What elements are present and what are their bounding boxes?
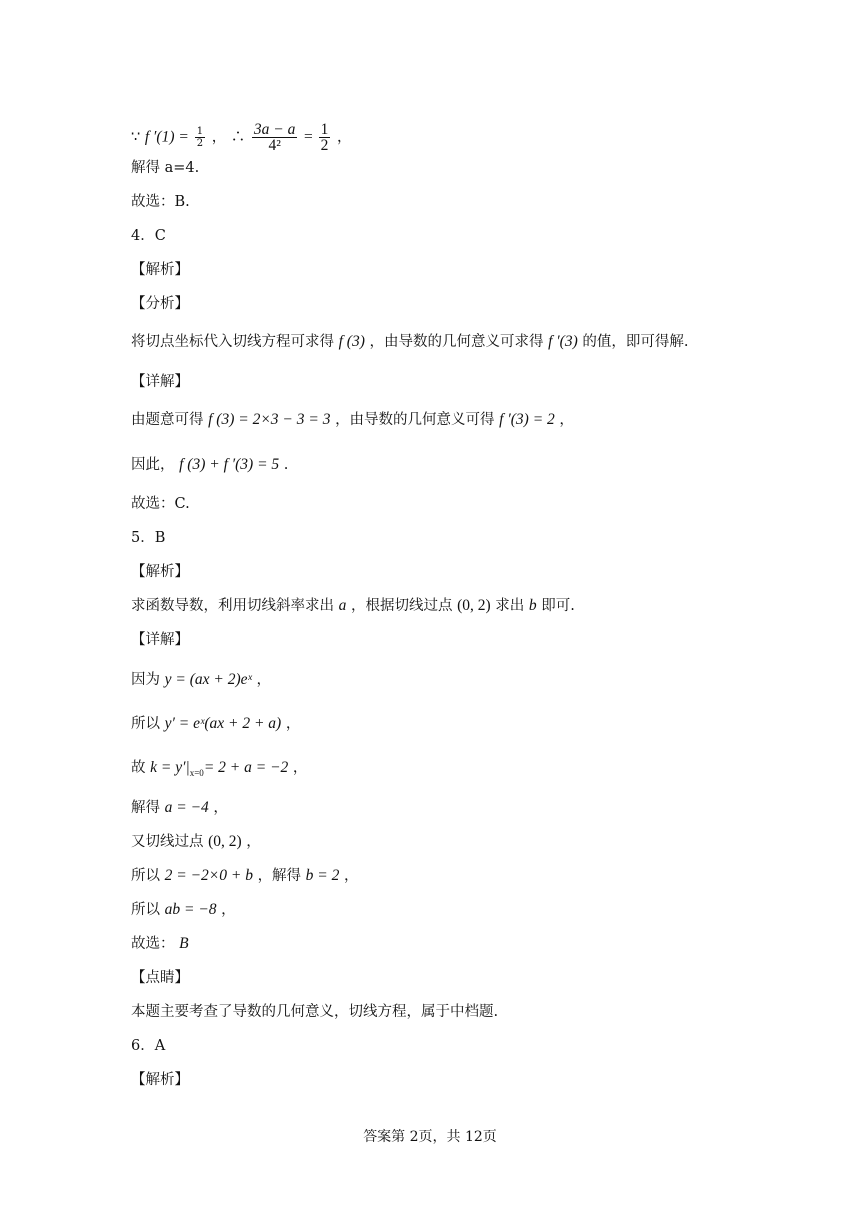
q5-step-3-eq: [150, 759, 289, 779]
q5-step-3-eq1: k = y′|: [150, 759, 190, 776]
q5-analysis-c: 求出: [495, 598, 529, 614]
q5-step-2-b: ，: [285, 716, 301, 732]
q5-a-var: [339, 597, 347, 614]
q5-step-7: [131, 900, 236, 920]
q5-step-4-a: 解得: [131, 800, 165, 816]
detail-eq2: [499, 411, 555, 428]
therefore-text: 因此，: [131, 457, 180, 473]
detail-text-b: ，由导数的几何意义可得: [335, 412, 500, 428]
q5-analysis-d: 即可.: [541, 598, 575, 614]
q5-step-1-b: ，: [256, 672, 271, 688]
because-symbol: ∵: [131, 129, 145, 146]
ratio-numerator: [252, 122, 297, 138]
choose-b-line: 故选：B.: [131, 194, 190, 210]
analysis-text-c: 的值，即可得解.: [582, 334, 689, 350]
q4-therefore-line: [131, 455, 288, 475]
q5-step-6: [131, 866, 359, 886]
question-6-answer: 6．A: [131, 1038, 166, 1054]
question-5-answer: 5．B: [131, 530, 166, 546]
summary-line: 本题主要考查了导数的几何意义，切线方程，属于中档题.: [131, 1004, 499, 1020]
ratio-denominator: 4²: [268, 137, 281, 154]
q5-choose-text: 故选：: [131, 936, 175, 952]
detail-eq1: [208, 411, 330, 428]
detail-eq1-text: f (3) = 2×3 − 3 = 3: [208, 411, 331, 428]
q5-step-7-b: ，: [221, 902, 236, 918]
result-fraction: [319, 122, 331, 153]
q5-step-7-a: 所以: [131, 902, 165, 918]
q5-step-4-b: ，: [213, 800, 228, 816]
q5-step-5-eq: (0, 2): [208, 833, 242, 850]
derivative-expression: [145, 129, 193, 146]
q5-step-7-eq: [165, 901, 217, 918]
q5-jiexi-heading: 【解析】: [131, 564, 189, 580]
q5-analysis-b: ，根据切线过点: [350, 598, 458, 614]
q5-step-3-eq2: = 2 + a = −2: [203, 759, 289, 776]
q5-step-4-eq-text: a = −4: [164, 799, 209, 816]
q5-step-3-b: ，: [292, 760, 308, 776]
ratio-numerator-text: 3a − a: [253, 121, 296, 138]
q5-step-1-eq-text: y = (ax + 2)eˣ: [164, 671, 252, 688]
q5-step-2: [131, 714, 300, 734]
detail-eq2-text: f ′(3) = 2: [499, 411, 555, 428]
q5-step-4-eq: [165, 799, 209, 816]
half-numerator: 1: [196, 126, 204, 137]
q5-step-5: [131, 832, 261, 852]
therefore-end: .: [283, 457, 289, 473]
q5-choose-line: [131, 934, 189, 954]
q5-step-3-sub: x=0: [189, 768, 204, 779]
f3-text: f (3): [338, 333, 365, 350]
q5-step-6-eq2: [306, 867, 340, 884]
q5-a-var-text: a: [338, 597, 347, 614]
q5-step-6-eq2-text: b = 2: [305, 867, 340, 884]
result-denominator: 2: [320, 137, 329, 154]
derivative-condition-line: [131, 122, 351, 153]
fp3-text: f ′(3): [548, 333, 578, 350]
ratio-fraction: [252, 122, 297, 153]
q5-b-var: [529, 597, 537, 614]
analysis-text-a: 将切点坐标代入切线方程可求得: [131, 334, 339, 350]
q5-step-6-c: ，: [344, 868, 359, 884]
therefore-eq-text: f (3) + f ′(3) = 5: [179, 456, 280, 473]
question-4-answer: 4．C: [131, 228, 166, 244]
therefore-eq: [179, 456, 279, 473]
solve-a-line: 解得 a=4.: [131, 160, 200, 176]
q5-xiangjie-heading: 【详解】: [131, 632, 189, 648]
detail-text-c: ，: [559, 412, 574, 428]
detail-text-a: 由题意可得: [131, 412, 209, 428]
q6-jiexi-heading: 【解析】: [131, 1072, 189, 1088]
q5-step-2-eq-text: y′ = eˣ(ax + 2 + a): [164, 715, 282, 732]
therefore-symbol: ， ∴: [211, 129, 250, 146]
q5-step-1-eq: [165, 671, 252, 688]
q5-step-2-eq: [165, 715, 282, 732]
q5-step-5-a: 又切线过点: [131, 834, 209, 850]
q5-step-1-a: 因为: [131, 672, 165, 688]
fp3-expression: [548, 333, 578, 350]
q5-analysis-line: [131, 596, 575, 616]
half-denominator: 2: [196, 138, 204, 149]
f3-expression: [339, 333, 365, 350]
equals-sign: =: [303, 128, 317, 146]
q5-step-6-a: 所以: [131, 868, 165, 884]
q4-analysis-line: [131, 332, 688, 352]
q5-step-2-a: 所以: [131, 716, 165, 732]
half-fraction: [195, 126, 205, 149]
q5-step-4: [131, 798, 228, 818]
q5-analysis-a: 求函数导数，利用切线斜率求出: [131, 598, 339, 614]
q5-choose-answer: [179, 935, 188, 952]
comma: ，: [336, 129, 352, 146]
q5-step-1: [131, 670, 271, 690]
q4-jiexi-heading: 【解析】: [131, 262, 189, 278]
q5-step-6-eq: [165, 867, 253, 884]
q5-step-6-b: ，解得: [257, 868, 306, 884]
q5-point: (0, 2): [457, 597, 491, 614]
result-numerator: 1: [320, 121, 329, 138]
q5-step-3: [131, 758, 307, 783]
choose-c-line: 故选：C.: [131, 496, 190, 512]
q5-step-3-a: 故: [131, 760, 151, 776]
q4-xiangjie-heading: 【详解】: [131, 374, 189, 390]
analysis-text-b: ，由导数的几何意义可求得: [369, 334, 549, 350]
page-footer: 答案第 2页，共 12页: [363, 1129, 497, 1145]
q5-choose-answer-text: B: [179, 935, 189, 952]
derivative-text: f ′(1) =: [144, 128, 193, 146]
q5-step-6-eq-text: 2 = −2×0 + b: [164, 867, 253, 884]
q5-step-5-b: ，: [246, 834, 261, 850]
q4-fenxi-heading: 【分析】: [131, 296, 189, 312]
dianjing-heading: 【点睛】: [131, 970, 189, 986]
q5-step-7-eq-text: ab = −8: [164, 901, 217, 918]
q4-detail-line: [131, 410, 574, 430]
q5-b-var-text: b: [528, 597, 537, 614]
